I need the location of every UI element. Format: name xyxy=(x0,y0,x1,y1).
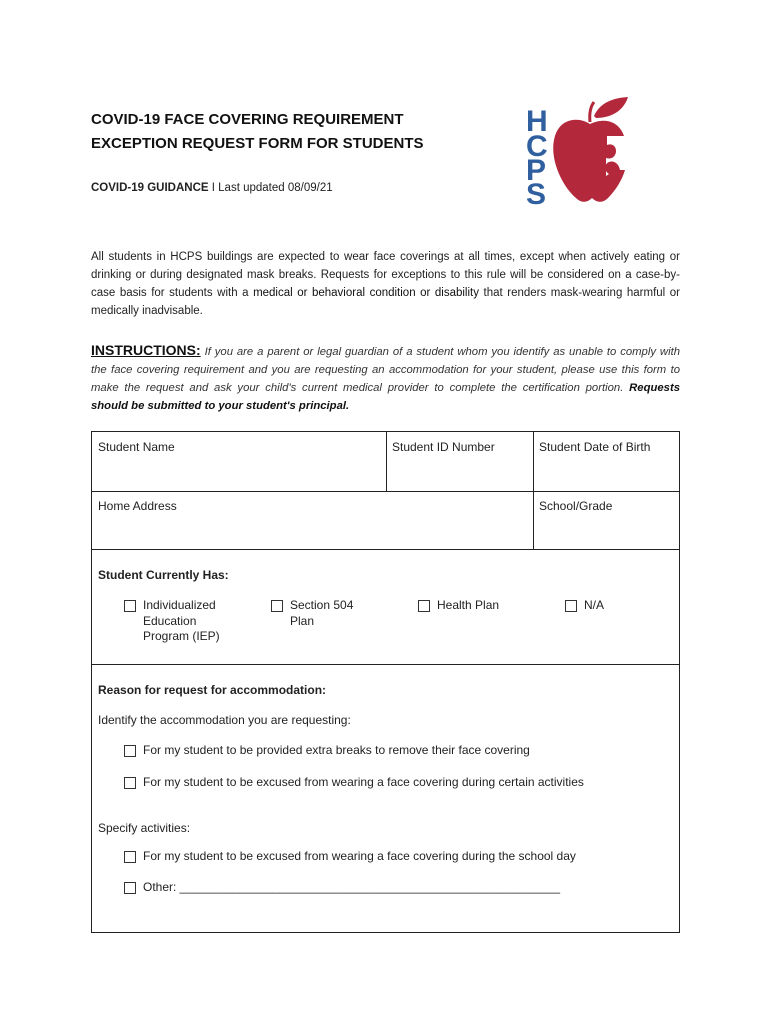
extra-breaks-label: For my student to be provided extra breaks to remove their face covering xyxy=(143,743,530,757)
instructions-paragraph xyxy=(91,341,680,415)
row-divider xyxy=(92,549,679,550)
iep-option-label xyxy=(143,598,220,645)
student-name-field[interactable]: Student Name xyxy=(98,440,175,454)
na-checkbox[interactable] xyxy=(565,600,577,612)
reason-heading: Reason for request for accommodation: xyxy=(98,683,327,697)
health-plan-checkbox[interactable] xyxy=(418,600,430,612)
certain-activities-label: For my student to be excused from wearing a face covering during certain activities xyxy=(143,775,584,789)
health-plan-option-label xyxy=(437,598,499,614)
option-line: Individualized xyxy=(143,598,216,612)
apple-puzzle-icon xyxy=(553,120,625,202)
logo-letter-h: H xyxy=(526,105,548,138)
last-updated: I Last updated 08/09/21 xyxy=(208,182,333,194)
intro-emphasis: medical or behavioral condition or disability xyxy=(253,287,479,299)
identify-label: Identify the accommodation you are requesting: xyxy=(98,713,351,727)
currently-has-label: Student Currently Has: xyxy=(98,568,229,582)
logo-letter-p: P xyxy=(526,154,547,187)
logo-letter-c: C xyxy=(526,130,548,163)
instructions-submit-note: Requests should be submitted to your student's principal. xyxy=(91,382,680,412)
na-option-label xyxy=(584,598,604,614)
option-line: Section 504 xyxy=(290,598,354,612)
certain-activities-checkbox[interactable] xyxy=(124,777,136,789)
column-divider xyxy=(386,432,387,491)
instructions-body: If you are a parent or legal guardian of a student whom you identify as unable to comply with the face covering requirement and you are requesting an accommodation for your student, please use this form to make the request and ask your child's current medical provider to complete the certification portion. xyxy=(91,346,680,394)
form-title xyxy=(91,108,511,156)
student-dob-field[interactable]: Student Date of Birth xyxy=(539,440,651,454)
school-grade-field[interactable]: School/Grade xyxy=(539,499,613,513)
request-form-table xyxy=(91,431,680,933)
apple-stem-icon xyxy=(590,102,594,122)
option-line: Health Plan xyxy=(437,598,500,612)
iep-checkbox[interactable] xyxy=(124,600,136,612)
logo-letter-s: S xyxy=(526,178,547,209)
title-line-1: COVID-19 FACE COVERING REQUIREMENT xyxy=(91,111,404,128)
section-504-checkbox[interactable] xyxy=(271,600,283,612)
hcps-logo xyxy=(524,94,634,209)
school-day-label: For my student to be excused from wearing a face covering during the school day xyxy=(143,849,576,863)
intro-text-2: that renders mask-wearing harmful or medically inadvisable. xyxy=(91,287,680,317)
option-line: N/A xyxy=(584,598,605,612)
option-line: Program (IEP) xyxy=(143,629,220,643)
apple-leaf-icon xyxy=(594,97,628,118)
student-id-field[interactable]: Student ID Number xyxy=(392,440,495,454)
intro-text-1: All students in HCPS buildings are expected to wear face coverings at all times, except when actively eating or drinking or during designated mask breaks. Requests for exceptions to this rule will be considered on a case-by-case basis for students with a xyxy=(91,251,680,299)
home-address-field[interactable]: Home Address xyxy=(98,499,177,513)
school-day-checkbox[interactable] xyxy=(124,851,136,863)
title-line-2: EXCEPTION REQUEST FORM FOR STUDENTS xyxy=(91,135,424,152)
row-divider xyxy=(92,491,679,492)
option-line: Education xyxy=(143,613,197,628)
section-504-option-label xyxy=(290,598,353,629)
row-divider xyxy=(92,664,679,665)
extra-breaks-checkbox[interactable] xyxy=(124,745,136,757)
specify-activities-label[interactable]: Specify activities: xyxy=(98,821,191,835)
intro-paragraph xyxy=(91,248,680,320)
other-checkbox[interactable] xyxy=(124,882,136,894)
other-label[interactable]: Other: _________________________________________________________ xyxy=(143,880,561,894)
instructions-heading: INSTRUCTIONS: xyxy=(91,342,201,358)
guidance-line xyxy=(91,182,333,194)
guidance-label: COVID-19 GUIDANCE xyxy=(91,182,209,194)
column-divider xyxy=(533,432,534,549)
option-line: Plan xyxy=(290,613,315,628)
